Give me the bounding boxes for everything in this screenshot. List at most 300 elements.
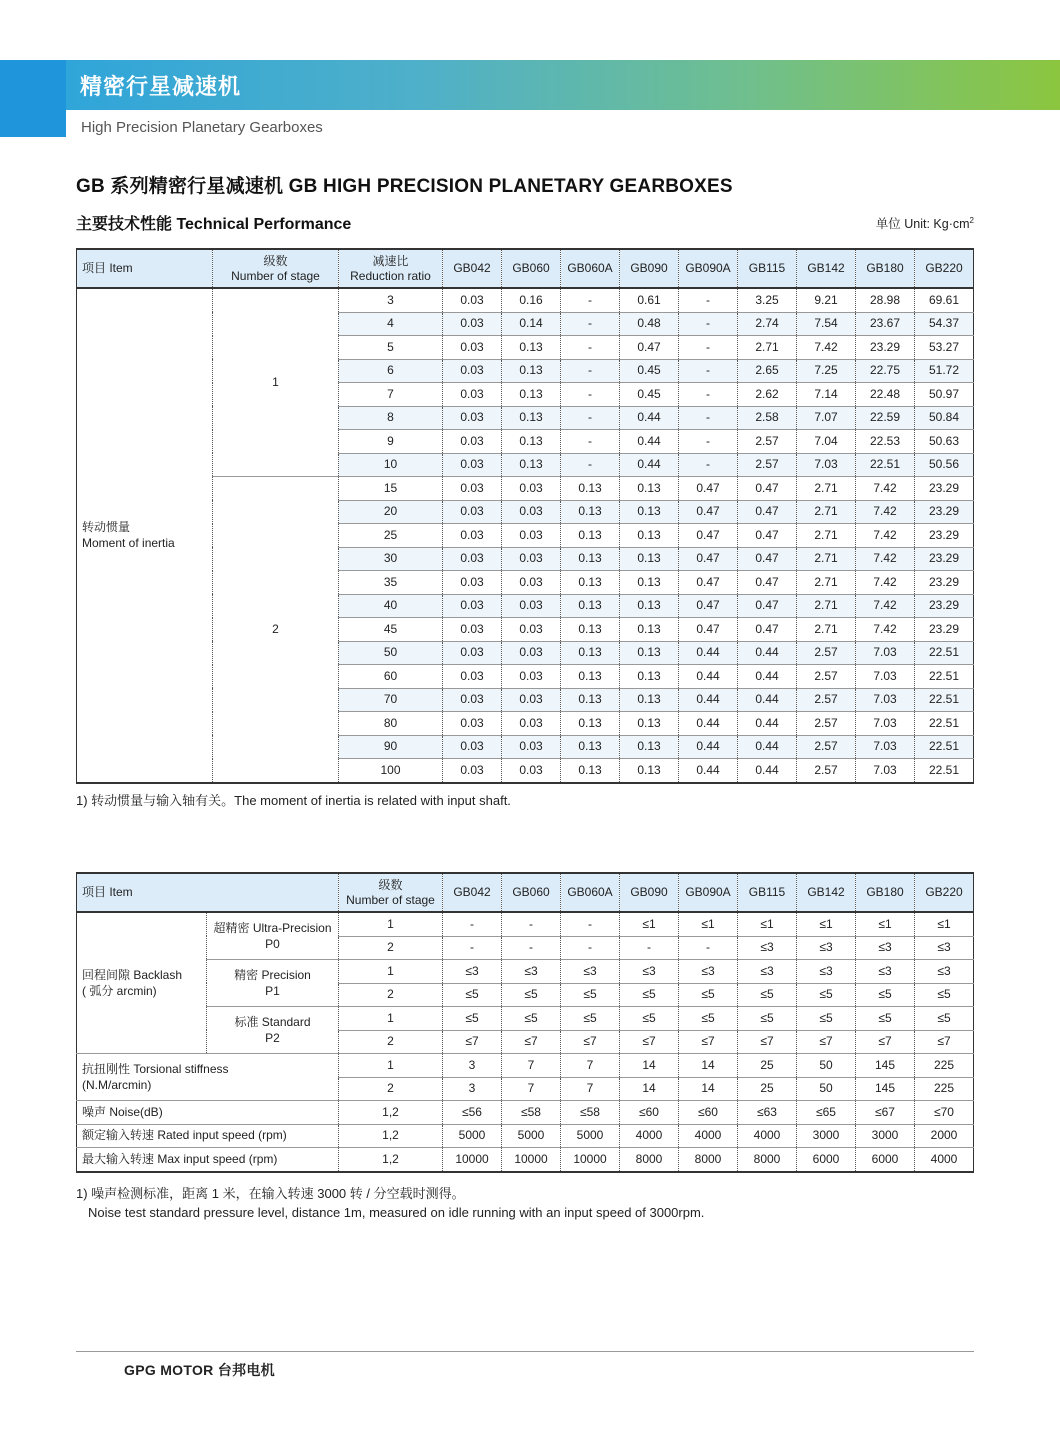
value-cell: ≤5 <box>443 1007 502 1031</box>
value-cell: 0.13 <box>561 712 620 736</box>
stiffness-label: 抗扭刚性 Torsional stiffness (N.M/arcmin) <box>77 1054 339 1101</box>
value-cell: - <box>443 936 502 960</box>
value-cell: 0.13 <box>561 594 620 618</box>
header-ratio: 减速比 Reduction ratio <box>339 249 443 288</box>
value-cell: 0.03 <box>502 759 561 783</box>
value-cell: - <box>679 936 738 960</box>
value-cell: 2.71 <box>797 618 856 642</box>
value-cell: 0.44 <box>679 735 738 759</box>
value-cell: 10000 <box>443 1148 502 1172</box>
ratio-cell: 45 <box>339 618 443 642</box>
value-cell: 7 <box>561 1077 620 1101</box>
value-cell: ≤5 <box>679 983 738 1007</box>
value-cell: 0.44 <box>679 759 738 783</box>
value-cell: 7.03 <box>797 453 856 477</box>
header-model: GB090A <box>679 873 738 912</box>
header-model: GB090 <box>620 873 679 912</box>
value-cell: 0.03 <box>502 500 561 524</box>
ratio-cell: 40 <box>339 594 443 618</box>
header-accent-block <box>0 60 66 137</box>
value-cell: 2000 <box>915 1124 974 1148</box>
value-cell: 0.03 <box>443 735 502 759</box>
value-cell: ≤3 <box>797 936 856 960</box>
ratio-cell: 30 <box>339 547 443 571</box>
ratio-cell: 9 <box>339 430 443 454</box>
header-model: GB220 <box>915 873 974 912</box>
value-cell: ≤1 <box>797 912 856 936</box>
value-cell: 0.13 <box>561 524 620 548</box>
value-cell: 5000 <box>502 1124 561 1148</box>
value-cell: 23.29 <box>915 477 974 501</box>
stage-cell: 1 <box>339 1007 443 1031</box>
inertia-note: 1) 转动惯量与输入轴有关。The moment of inertia is related with input shaft. <box>76 793 511 808</box>
header-model: GB060 <box>502 873 561 912</box>
value-cell: 23.29 <box>915 571 974 595</box>
value-cell: 0.45 <box>620 359 679 383</box>
value-cell: 6000 <box>797 1148 856 1172</box>
value-cell: 0.47 <box>738 500 797 524</box>
value-cell: ≤7 <box>620 1030 679 1054</box>
value-cell: 0.44 <box>738 688 797 712</box>
value-cell: 7.42 <box>856 524 915 548</box>
value-cell: 0.03 <box>502 735 561 759</box>
unit-label: 单位 Unit: $Kg\cdot cm^2$ <box>875 215 974 231</box>
moment-of-inertia-table <box>76 248 974 784</box>
value-cell: 22.51 <box>856 453 915 477</box>
value-cell: 0.44 <box>738 759 797 783</box>
value-cell: 0.03 <box>443 759 502 783</box>
value-cell: 0.47 <box>620 336 679 360</box>
value-cell: 0.47 <box>679 571 738 595</box>
value-cell: 50 <box>797 1054 856 1078</box>
value-cell: 0.44 <box>738 735 797 759</box>
value-cell: 0.44 <box>738 641 797 665</box>
value-cell: 0.61 <box>620 288 679 312</box>
value-cell: - <box>679 453 738 477</box>
value-cell: 7.03 <box>856 735 915 759</box>
value-cell: 2.71 <box>797 547 856 571</box>
value-cell: 23.29 <box>915 618 974 642</box>
value-cell: 7 <box>502 1054 561 1078</box>
value-cell: 0.13 <box>620 547 679 571</box>
ratio-cell: 70 <box>339 688 443 712</box>
value-cell: ≤60 <box>620 1101 679 1125</box>
value-cell: - <box>561 336 620 360</box>
value-cell: 7.54 <box>797 312 856 336</box>
value-cell: 0.16 <box>502 288 561 312</box>
value-cell: - <box>561 453 620 477</box>
value-cell: 3 <box>443 1077 502 1101</box>
ratio-cell: 3 <box>339 288 443 312</box>
value-cell: ≤5 <box>561 983 620 1007</box>
value-cell: 7.42 <box>856 571 915 595</box>
item-label: 转动惯量 Moment of inertia <box>77 288 213 783</box>
value-cell: 7 <box>561 1054 620 1078</box>
value-cell: 0.13 <box>620 594 679 618</box>
value-cell: - <box>443 912 502 936</box>
value-cell: ≤3 <box>915 936 974 960</box>
value-cell: 0.03 <box>502 688 561 712</box>
value-cell: 0.13 <box>502 430 561 454</box>
ratio-cell: 7 <box>339 383 443 407</box>
value-cell: 0.13 <box>502 453 561 477</box>
value-cell: - <box>561 912 620 936</box>
value-cell: 0.13 <box>502 406 561 430</box>
value-cell: - <box>561 288 620 312</box>
value-cell: 7.03 <box>856 665 915 689</box>
value-cell: 0.45 <box>620 383 679 407</box>
table-row <box>77 960 974 984</box>
value-cell: 0.13 <box>620 665 679 689</box>
value-cell: 0.13 <box>620 688 679 712</box>
value-cell: 23.29 <box>915 500 974 524</box>
value-cell: 22.51 <box>915 712 974 736</box>
ratio-cell: 20 <box>339 500 443 524</box>
value-cell: 0.13 <box>620 618 679 642</box>
value-cell: 7.03 <box>856 688 915 712</box>
stage-cell: 1,2 <box>339 1124 443 1148</box>
value-cell: 50.97 <box>915 383 974 407</box>
value-cell: 0.03 <box>502 547 561 571</box>
value-cell: 2.57 <box>797 759 856 783</box>
value-cell: 0.03 <box>502 641 561 665</box>
value-cell: 4000 <box>738 1124 797 1148</box>
value-cell: 0.47 <box>738 477 797 501</box>
value-cell: 6000 <box>856 1148 915 1172</box>
value-cell: 0.47 <box>679 594 738 618</box>
value-cell: 0.13 <box>620 477 679 501</box>
value-cell: 8000 <box>620 1148 679 1172</box>
value-cell: ≤5 <box>856 983 915 1007</box>
value-cell: 14 <box>679 1054 738 1078</box>
table-row <box>77 1124 974 1148</box>
value-cell: 69.61 <box>915 288 974 312</box>
value-cell: 0.03 <box>443 641 502 665</box>
table-row <box>77 1101 974 1125</box>
value-cell: 0.13 <box>502 383 561 407</box>
value-cell: 0.03 <box>443 430 502 454</box>
value-cell: 7.07 <box>797 406 856 430</box>
value-cell: 10000 <box>502 1148 561 1172</box>
value-cell: 0.44 <box>620 430 679 454</box>
value-cell: 7.42 <box>856 477 915 501</box>
header-item: 项目 Item <box>77 249 213 288</box>
value-cell: - <box>679 312 738 336</box>
value-cell: ≤7 <box>679 1030 738 1054</box>
value-cell: - <box>679 406 738 430</box>
value-cell: 0.47 <box>738 547 797 571</box>
value-cell: 0.03 <box>502 524 561 548</box>
value-cell: 7.42 <box>856 618 915 642</box>
value-cell: 0.03 <box>443 312 502 336</box>
ratio-cell: 80 <box>339 712 443 736</box>
value-cell: 0.47 <box>738 524 797 548</box>
value-cell: 2.65 <box>738 359 797 383</box>
value-cell: 22.53 <box>856 430 915 454</box>
value-cell: ≤58 <box>561 1101 620 1125</box>
value-cell: 0.03 <box>443 547 502 571</box>
value-cell: ≤5 <box>915 983 974 1007</box>
value-cell: - <box>561 936 620 960</box>
row-label: 最大输入转速 Max input speed (rpm) <box>77 1148 339 1172</box>
value-cell: 7.42 <box>856 594 915 618</box>
stage-cell: 1 <box>339 960 443 984</box>
ratio-cell: 6 <box>339 359 443 383</box>
value-cell: 0.03 <box>443 571 502 595</box>
value-cell: 0.47 <box>679 524 738 548</box>
value-cell: 0.13 <box>502 359 561 383</box>
value-cell: ≤65 <box>797 1101 856 1125</box>
value-cell: 0.13 <box>561 618 620 642</box>
value-cell: ≤5 <box>797 1007 856 1031</box>
value-cell: 22.59 <box>856 406 915 430</box>
value-cell: ≤3 <box>443 960 502 984</box>
stage-cell: 2 <box>339 1030 443 1054</box>
value-cell: ≤7 <box>797 1030 856 1054</box>
value-cell: 145 <box>856 1077 915 1101</box>
table-row <box>77 288 974 312</box>
value-cell: 0.03 <box>443 618 502 642</box>
value-cell: 0.44 <box>620 406 679 430</box>
value-cell: 0.03 <box>443 383 502 407</box>
header-model: GB042 <box>443 873 502 912</box>
value-cell: 0.48 <box>620 312 679 336</box>
value-cell: - <box>502 936 561 960</box>
value-cell: 22.51 <box>915 641 974 665</box>
value-cell: ≤1 <box>679 912 738 936</box>
value-cell: ≤7 <box>502 1030 561 1054</box>
value-cell: 0.03 <box>443 665 502 689</box>
value-cell: 50 <box>797 1077 856 1101</box>
document-title: GB 系列精密行星减速机 GB HIGH PRECISION PLANETARY GEARBOXES <box>76 176 733 197</box>
stage-cell: 2 <box>339 983 443 1007</box>
header-model: GB180 <box>856 873 915 912</box>
precision-grade: 标准 Standard P2 <box>207 1007 339 1054</box>
value-cell: 0.13 <box>561 688 620 712</box>
value-cell: 28.98 <box>856 288 915 312</box>
header-subtitle: High Precision Planetary Gearboxes <box>81 119 323 136</box>
value-cell: 7.14 <box>797 383 856 407</box>
value-cell: 54.37 <box>915 312 974 336</box>
value-cell: ≤5 <box>679 1007 738 1031</box>
value-cell: 0.14 <box>502 312 561 336</box>
value-cell: 0.47 <box>679 618 738 642</box>
stage-cell: 1 <box>213 288 339 477</box>
value-cell: 2.57 <box>797 735 856 759</box>
header-model: GB090 <box>620 249 679 288</box>
value-cell: 0.13 <box>620 571 679 595</box>
value-cell: 2.57 <box>797 712 856 736</box>
value-cell: 23.29 <box>915 547 974 571</box>
value-cell: 0.03 <box>502 594 561 618</box>
value-cell: ≤1 <box>915 912 974 936</box>
header-model: GB060A <box>561 873 620 912</box>
value-cell: ≤67 <box>856 1101 915 1125</box>
value-cell: 0.03 <box>443 688 502 712</box>
section-title: 主要技术性能 Technical Performance <box>76 216 352 233</box>
table-row <box>77 912 974 936</box>
value-cell: 0.44 <box>679 665 738 689</box>
value-cell: ≤58 <box>502 1101 561 1125</box>
value-cell: - <box>679 359 738 383</box>
header-model: GB042 <box>443 249 502 288</box>
header-model: GB060A <box>561 249 620 288</box>
value-cell: 23.67 <box>856 312 915 336</box>
value-cell: - <box>679 383 738 407</box>
value-cell: 0.47 <box>738 594 797 618</box>
value-cell: 0.13 <box>561 665 620 689</box>
header-title: 精密行星减速机 <box>80 74 242 99</box>
value-cell: 7 <box>502 1077 561 1101</box>
value-cell: 0.13 <box>620 500 679 524</box>
value-cell: 8000 <box>679 1148 738 1172</box>
value-cell: ≤63 <box>738 1101 797 1125</box>
header-model: GB115 <box>738 249 797 288</box>
value-cell: 0.13 <box>502 336 561 360</box>
header-model: GB220 <box>915 249 974 288</box>
value-cell: 3000 <box>856 1124 915 1148</box>
value-cell: 0.47 <box>679 500 738 524</box>
value-cell: 25 <box>738 1077 797 1101</box>
value-cell: 51.72 <box>915 359 974 383</box>
row-label: 噪声 Noise(dB) <box>77 1101 339 1125</box>
table-header-row <box>77 249 974 288</box>
value-cell: 2.62 <box>738 383 797 407</box>
value-cell: 3000 <box>797 1124 856 1148</box>
value-cell: 14 <box>620 1054 679 1078</box>
value-cell: - <box>502 912 561 936</box>
value-cell: 0.03 <box>443 712 502 736</box>
value-cell: 0.44 <box>679 688 738 712</box>
ratio-cell: 8 <box>339 406 443 430</box>
value-cell: ≤5 <box>502 983 561 1007</box>
table-row <box>77 1148 974 1172</box>
value-cell: 22.75 <box>856 359 915 383</box>
footer-divider <box>76 1351 974 1352</box>
value-cell: 50.56 <box>915 453 974 477</box>
value-cell: ≤3 <box>738 960 797 984</box>
ratio-cell: 60 <box>339 665 443 689</box>
value-cell: ≤56 <box>443 1101 502 1125</box>
value-cell: 145 <box>856 1054 915 1078</box>
value-cell: 0.13 <box>620 735 679 759</box>
table-row <box>77 1007 974 1031</box>
value-cell: 7.04 <box>797 430 856 454</box>
value-cell: 0.13 <box>561 477 620 501</box>
value-cell: ≤7 <box>738 1030 797 1054</box>
value-cell: ≤1 <box>856 912 915 936</box>
value-cell: 0.13 <box>561 759 620 783</box>
value-cell: 2.58 <box>738 406 797 430</box>
row-label: 额定输入转速 Rated input speed (rpm) <box>77 1124 339 1148</box>
value-cell: 0.44 <box>679 641 738 665</box>
value-cell: ≤3 <box>561 960 620 984</box>
value-cell: 2.57 <box>797 641 856 665</box>
value-cell: 50.84 <box>915 406 974 430</box>
value-cell: 0.03 <box>443 359 502 383</box>
value-cell: 2.71 <box>797 500 856 524</box>
value-cell: ≤3 <box>797 960 856 984</box>
value-cell: 23.29 <box>915 524 974 548</box>
stage-cell: 2 <box>339 1077 443 1101</box>
value-cell: 2.57 <box>797 688 856 712</box>
value-cell: 5000 <box>561 1124 620 1148</box>
value-cell: 8000 <box>738 1148 797 1172</box>
value-cell: 0.44 <box>738 665 797 689</box>
value-cell: 0.13 <box>561 735 620 759</box>
ratio-cell: 15 <box>339 477 443 501</box>
value-cell: 2.71 <box>797 571 856 595</box>
value-cell: ≤3 <box>679 960 738 984</box>
value-cell: 22.51 <box>915 759 974 783</box>
value-cell: 225 <box>915 1077 974 1101</box>
value-cell: 0.44 <box>620 453 679 477</box>
value-cell: ≤5 <box>620 983 679 1007</box>
ratio-cell: 35 <box>339 571 443 595</box>
value-cell: ≤5 <box>856 1007 915 1031</box>
value-cell: 0.03 <box>443 453 502 477</box>
value-cell: 2.71 <box>738 336 797 360</box>
backlash-label: 回程间隙 Backlash ( 弧分 arcmin) <box>77 912 207 1054</box>
value-cell: 4000 <box>679 1124 738 1148</box>
value-cell: 0.47 <box>738 571 797 595</box>
value-cell: - <box>561 430 620 454</box>
value-cell: 225 <box>915 1054 974 1078</box>
value-cell: 7.03 <box>856 641 915 665</box>
value-cell: ≤1 <box>620 912 679 936</box>
value-cell: 0.13 <box>620 759 679 783</box>
ratio-cell: 10 <box>339 453 443 477</box>
ratio-cell: 90 <box>339 735 443 759</box>
value-cell: ≤60 <box>679 1101 738 1125</box>
value-cell: ≤3 <box>738 936 797 960</box>
value-cell: 14 <box>679 1077 738 1101</box>
value-cell: 25 <box>738 1054 797 1078</box>
value-cell: ≤7 <box>915 1030 974 1054</box>
value-cell: ≤7 <box>856 1030 915 1054</box>
value-cell: 0.47 <box>679 547 738 571</box>
value-cell: ≤5 <box>738 983 797 1007</box>
value-cell: - <box>561 383 620 407</box>
stage-cell: 2 <box>213 477 339 783</box>
value-cell: ≤5 <box>502 1007 561 1031</box>
value-cell: 2.57 <box>738 453 797 477</box>
value-cell: 3 <box>443 1054 502 1078</box>
value-cell: 7.25 <box>797 359 856 383</box>
value-cell: 2.74 <box>738 312 797 336</box>
value-cell: 0.13 <box>561 571 620 595</box>
header-model: GB060 <box>502 249 561 288</box>
table-row <box>77 1054 974 1078</box>
value-cell: 22.51 <box>915 688 974 712</box>
value-cell: 4000 <box>915 1148 974 1172</box>
performance-table <box>76 872 974 1173</box>
value-cell: 3.25 <box>738 288 797 312</box>
value-cell: 10000 <box>561 1148 620 1172</box>
value-cell: ≤5 <box>561 1007 620 1031</box>
ratio-cell: 5 <box>339 336 443 360</box>
value-cell: 50.63 <box>915 430 974 454</box>
value-cell: - <box>679 288 738 312</box>
value-cell: 7.42 <box>797 336 856 360</box>
value-cell: 0.44 <box>738 712 797 736</box>
value-cell: 0.03 <box>443 524 502 548</box>
value-cell: 0.03 <box>443 406 502 430</box>
value-cell: 2.57 <box>738 430 797 454</box>
value-cell: ≤7 <box>443 1030 502 1054</box>
ratio-cell: 100 <box>339 759 443 783</box>
value-cell: 23.29 <box>856 336 915 360</box>
